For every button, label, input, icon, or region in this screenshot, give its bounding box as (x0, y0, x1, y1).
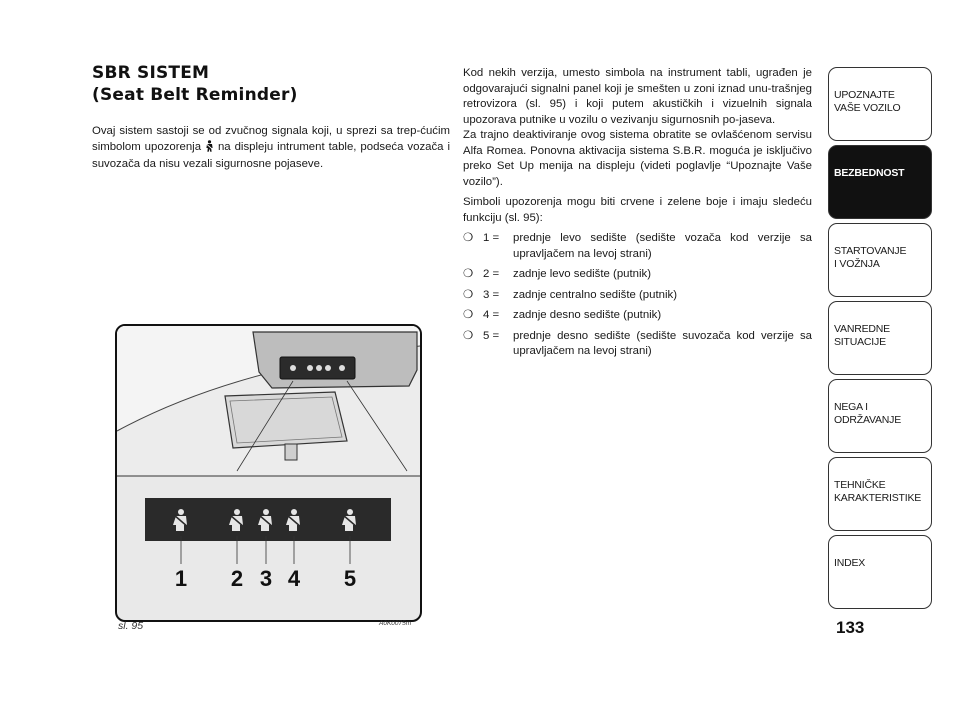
seat-belt-reminder-figure (115, 324, 422, 622)
list-item (463, 329, 812, 360)
figure-label-4: 4 (287, 566, 301, 591)
tab-label-line1: STARTOVANJE (834, 245, 907, 257)
section-title (92, 62, 298, 106)
list-item (463, 308, 812, 324)
item-number: 1 = (483, 232, 500, 244)
tab-label-line2: VAŠE VOZILO (834, 102, 901, 114)
bullet-icon: ❍ (463, 329, 474, 342)
tab-label-line1: INDEX (834, 557, 866, 569)
tab-label-line1: NEGA I (834, 401, 868, 413)
figure-label-1: 1 (174, 566, 188, 591)
item-number: 5 = (483, 329, 500, 342)
tab-label-line2: I VOŽNJA (834, 258, 880, 270)
tab-label-line2: KARAKTERISTIKE (834, 492, 922, 504)
title-line-2: (Seat Belt Reminder) (92, 85, 298, 105)
tab-label-line1: VANREDNE (834, 323, 890, 335)
intro-paragraph (92, 124, 450, 173)
figure-label-2: 2 (230, 566, 244, 591)
overhead-panel-illustration (117, 326, 420, 620)
figure-label-3: 3 (259, 566, 273, 591)
item-text: prednje desno sedište (sedište suvozača kod verzije sa upravljačem na levoj strani) (513, 329, 812, 357)
list-item (463, 231, 812, 262)
title-line-1: SBR SISTEM (92, 63, 210, 83)
intro-text-part1: Ovaj sistem sastoji se od zvučnog signala koji, u sprezi sa trep-ćućim simbolom upozorenja (92, 125, 450, 153)
tab-label-line1: BEZBEDNOST (834, 167, 905, 179)
item-text: zadnje desno sedište (putnik) (513, 309, 662, 321)
intro-text-part2: na displeju intrument table, podseća vozača i suvozača da nisu vezali sigurnosne pojaseve. (92, 140, 450, 170)
figure-code: A0K0075m (379, 620, 412, 627)
tab-startovanje-i-voznja[interactable] (828, 223, 932, 297)
paragraph-1: Kod nekih verzija, umesto simbola na instrument tabli, ugrađen je odgovarajući signalni panel koji je smešten u zoni iznad unu-trašnjeg retrovizora (sl. 95) i koji putem akustičkih i vizuelnih signala upozorava putnike u vozilu o vezivanju sigurnosnih po-jaseva. (463, 67, 812, 126)
tab-index[interactable] (828, 535, 932, 609)
item-text: prednje levo sedište (sedište vozača kod verzije sa upravljačem na levoj strani) (513, 232, 812, 260)
figure-caption: sl. 95 (118, 620, 144, 632)
seat-list (463, 231, 812, 360)
seatbelt-warning-icon (205, 140, 214, 158)
item-number: 2 = (483, 268, 500, 280)
item-text: zadnje centralno sedište (putnik) (513, 288, 677, 301)
tab-label-line1: UPOZNAJTE (834, 89, 895, 101)
tab-label-line2: SITUACIJE (834, 336, 886, 348)
figure-label-5: 5 (343, 566, 357, 591)
item-number: 4 = (483, 309, 500, 321)
list-item (463, 288, 812, 304)
right-column (463, 66, 812, 365)
bullet-icon: ❍ (463, 288, 474, 301)
tab-label-line1: TEHNIČKE (834, 479, 886, 491)
bullet-icon: ❍ (463, 232, 474, 244)
page-number: 133 (836, 618, 865, 637)
tab-tehnicke-karakteristike[interactable] (828, 457, 932, 531)
item-text: zadnje levo sedište (putnik) (513, 268, 652, 280)
bullet-icon: ❍ (463, 309, 474, 321)
item-number: 3 = (483, 288, 500, 301)
tab-upoznajte-vase-vozilo[interactable] (828, 67, 932, 141)
tab-nega-i-odrzavanje[interactable] (828, 379, 932, 453)
list-item (463, 267, 812, 283)
tab-bezbednost[interactable] (828, 145, 932, 219)
bullet-icon: ❍ (463, 268, 474, 280)
tab-label-line2: ODRŽAVANJE (834, 414, 902, 426)
tab-vanredne-situacije[interactable] (828, 301, 932, 375)
paragraph-2: Za trajno deaktiviranje ovog sistema obratite se ovlašćenom servisu Alfa Romea. Ponovna aktivacija sistema S.B.R. moguća je isključivo preko Set Up menija na displeju (videti poglavlje “Upoznajte Vaše vozilo”). (463, 129, 812, 188)
paragraph-3: Simboli upozorenja mogu biti crvene i zelene boje i imaju sledeću funkciju (sl. 95): (463, 196, 812, 224)
